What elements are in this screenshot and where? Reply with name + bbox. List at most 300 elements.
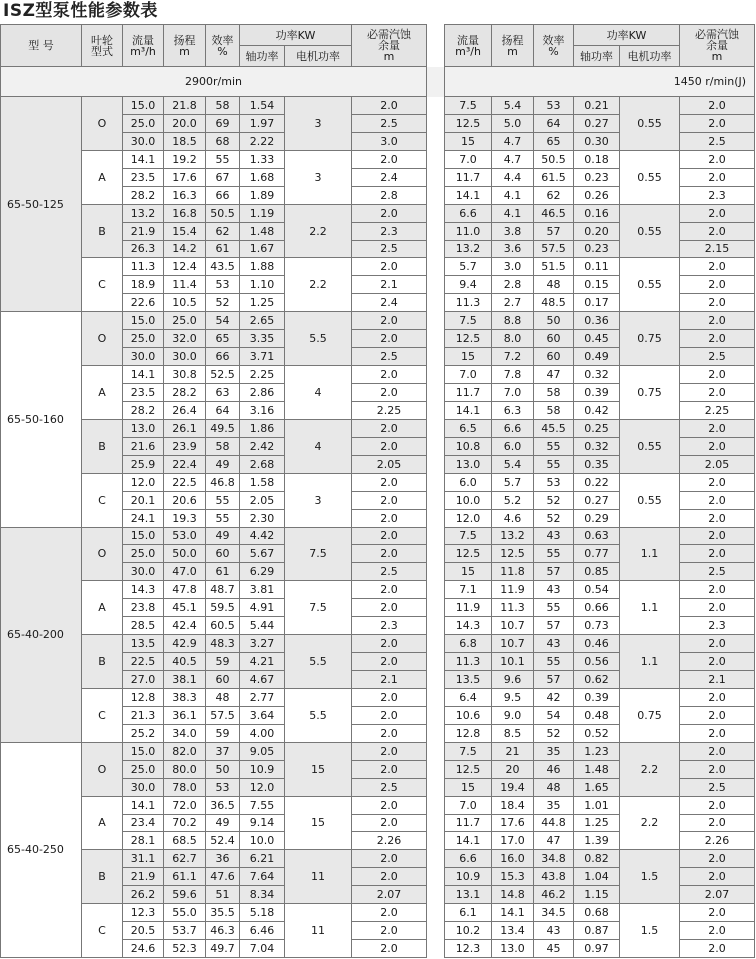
- motor-power-low-cell: 0.75: [620, 312, 680, 366]
- npsh-cell: 2.1: [352, 671, 427, 689]
- flow-low-cell: 13.2: [445, 240, 492, 258]
- shaft-power-low-cell: 0.48: [574, 706, 620, 724]
- flow-low-cell: 7.0: [445, 796, 492, 814]
- efficiency-low-cell: 55: [534, 599, 574, 617]
- flow-cell: 25.0: [123, 114, 164, 132]
- npsh-cell: 2.5: [352, 240, 427, 258]
- shaft-power-low-cell: 0.17: [574, 294, 620, 312]
- model-name: 65-40-200: [1, 527, 82, 742]
- flow-cell: 20.5: [123, 922, 164, 940]
- motor-power-cell: 15: [285, 796, 352, 850]
- npsh-low-cell: 2.0: [680, 437, 755, 455]
- head-cell: 34.0: [164, 724, 206, 742]
- head-cell: 82.0: [164, 742, 206, 760]
- column-gap: [427, 384, 445, 402]
- efficiency-cell: 51: [206, 886, 240, 904]
- head-cell: 78.0: [164, 778, 206, 796]
- column-gap: [427, 832, 445, 850]
- column-gap: [427, 312, 445, 330]
- flow-cell: 22.6: [123, 294, 164, 312]
- head-low-cell: 4.6: [492, 509, 534, 527]
- flow-low-cell: 12.5: [445, 330, 492, 348]
- efficiency-low-cell: 43: [534, 581, 574, 599]
- shaft-power-cell: 12.0: [240, 778, 285, 796]
- impeller-type: O: [82, 527, 123, 581]
- head-low-cell: 13.4: [492, 922, 534, 940]
- head-cell: 52.3: [164, 940, 206, 958]
- shaft-power-cell: 4.21: [240, 653, 285, 671]
- efficiency-low-cell: 44.8: [534, 814, 574, 832]
- head-low-cell: 15.3: [492, 868, 534, 886]
- shaft-power-low-cell: 0.66: [574, 599, 620, 617]
- header-eff-unit: %: [217, 44, 228, 58]
- motor-power-low-cell: 1.1: [620, 527, 680, 581]
- flow-low-cell: 6.4: [445, 688, 492, 706]
- column-gap: [427, 760, 445, 778]
- shaft-power-low-cell: 0.15: [574, 276, 620, 294]
- table-row: [1, 581, 755, 599]
- flow-cell: 28.2: [123, 186, 164, 204]
- flow-cell: 12.8: [123, 688, 164, 706]
- shaft-power-cell: 2.05: [240, 491, 285, 509]
- impeller-type: A: [82, 796, 123, 850]
- motor-power-low-cell: 1.5: [620, 850, 680, 904]
- shaft-power-low-cell: 0.63: [574, 527, 620, 545]
- efficiency-cell: 66: [206, 348, 240, 366]
- head-cell: 53.7: [164, 922, 206, 940]
- efficiency-cell: 46.8: [206, 473, 240, 491]
- npsh-low-cell: 2.1: [680, 671, 755, 689]
- npsh-low-cell: 2.5: [680, 132, 755, 150]
- npsh-low-cell: 2.0: [680, 97, 755, 115]
- efficiency-low-cell: 57: [534, 222, 574, 240]
- column-gap: [427, 222, 445, 240]
- shaft-power-cell: 1.33: [240, 150, 285, 168]
- column-gap: [427, 671, 445, 689]
- column-gap: [427, 366, 445, 384]
- npsh-cell: 2.0: [352, 796, 427, 814]
- head-low-cell: 5.2: [492, 491, 534, 509]
- shaft-power-cell: 1.86: [240, 419, 285, 437]
- efficiency-cell: 49.7: [206, 940, 240, 958]
- flow-low-cell: 6.6: [445, 204, 492, 222]
- efficiency-cell: 60: [206, 671, 240, 689]
- efficiency-low-cell: 57: [534, 563, 574, 581]
- efficiency-cell: 58: [206, 437, 240, 455]
- table-row: [1, 742, 755, 760]
- head-cell: 23.9: [164, 437, 206, 455]
- column-gap: [427, 545, 445, 563]
- efficiency-cell: 66: [206, 186, 240, 204]
- header-eff-low-label: 效率: [542, 33, 565, 47]
- flow-low-cell: 15: [445, 563, 492, 581]
- efficiency-low-cell: 47: [534, 832, 574, 850]
- npsh-low-cell: 2.0: [680, 419, 755, 437]
- shaft-power-cell: 2.86: [240, 384, 285, 402]
- npsh-low-cell: 2.0: [680, 724, 755, 742]
- header-npsh-low-unit: m: [711, 50, 723, 63]
- head-cell: 20.6: [164, 491, 206, 509]
- flow-cell: 28.2: [123, 401, 164, 419]
- head-cell: 25.0: [164, 312, 206, 330]
- head-cell: 19.3: [164, 509, 206, 527]
- header-npsh-low-line2: 余量: [706, 39, 729, 52]
- npsh-cell: 2.0: [352, 850, 427, 868]
- column-gap: [427, 330, 445, 348]
- shaft-power-low-cell: 0.21: [574, 97, 620, 115]
- shaft-power-low-cell: 1.23: [574, 742, 620, 760]
- flow-cell: 21.9: [123, 868, 164, 886]
- head-low-cell: 7.0: [492, 384, 534, 402]
- shaft-power-low-cell: 0.42: [574, 401, 620, 419]
- head-low-cell: 4.7: [492, 132, 534, 150]
- efficiency-cell: 62: [206, 222, 240, 240]
- flow-cell: 23.8: [123, 599, 164, 617]
- motor-power-low-cell: 0.55: [620, 258, 680, 312]
- head-cell: 11.4: [164, 276, 206, 294]
- npsh-cell: 2.0: [352, 724, 427, 742]
- impeller-type: C: [82, 258, 123, 312]
- head-cell: 30.8: [164, 366, 206, 384]
- head-cell: 72.0: [164, 796, 206, 814]
- flow-low-cell: 7.5: [445, 742, 492, 760]
- flow-low-cell: 6.8: [445, 635, 492, 653]
- shaft-power-low-cell: 1.39: [574, 832, 620, 850]
- efficiency-cell: 48.3: [206, 635, 240, 653]
- head-low-cell: 8.5: [492, 724, 534, 742]
- npsh-cell: 2.0: [352, 653, 427, 671]
- efficiency-cell: 49: [206, 455, 240, 473]
- table-row: [1, 419, 755, 437]
- npsh-low-cell: 2.0: [680, 527, 755, 545]
- shaft-power-low-cell: 1.04: [574, 868, 620, 886]
- motor-power-cell: 3: [285, 473, 352, 527]
- shaft-power-cell: 1.88: [240, 258, 285, 276]
- efficiency-cell: 48.7: [206, 581, 240, 599]
- head-cell: 53.0: [164, 527, 206, 545]
- page-title: ISZ型泵性能参数表: [3, 1, 158, 21]
- flow-cell: 13.2: [123, 204, 164, 222]
- flow-cell: 11.3: [123, 258, 164, 276]
- efficiency-cell: 60: [206, 545, 240, 563]
- header-head-low: [492, 25, 534, 67]
- flow-low-cell: 6.5: [445, 419, 492, 437]
- flow-low-cell: 7.1: [445, 581, 492, 599]
- head-low-cell: 4.7: [492, 150, 534, 168]
- head-low-cell: 17.0: [492, 832, 534, 850]
- efficiency-low-cell: 54: [534, 706, 574, 724]
- flow-low-cell: 14.1: [445, 186, 492, 204]
- shaft-power-low-cell: 1.01: [574, 796, 620, 814]
- efficiency-low-cell: 52: [534, 509, 574, 527]
- head-low-cell: 3.0: [492, 258, 534, 276]
- head-low-cell: 6.3: [492, 401, 534, 419]
- efficiency-low-cell: 48.5: [534, 294, 574, 312]
- flow-cell: 25.9: [123, 455, 164, 473]
- flow-low-cell: 11.9: [445, 599, 492, 617]
- motor-power-cell: 5.5: [285, 688, 352, 742]
- shaft-power-low-cell: 0.30: [574, 132, 620, 150]
- shaft-power-cell: 1.54: [240, 97, 285, 115]
- shaft-power-low-cell: 0.27: [574, 491, 620, 509]
- efficiency-low-cell: 52: [534, 491, 574, 509]
- column-gap: [427, 527, 445, 545]
- shaft-power-low-cell: 0.52: [574, 724, 620, 742]
- flow-cell: 25.0: [123, 760, 164, 778]
- shaft-power-low-cell: 0.62: [574, 671, 620, 689]
- npsh-cell: 2.0: [352, 581, 427, 599]
- speed-1450: 1450 r/min(J): [445, 67, 755, 97]
- flow-cell: 15.0: [123, 742, 164, 760]
- flow-cell: 28.1: [123, 832, 164, 850]
- motor-power-cell: 3: [285, 97, 352, 151]
- head-cell: 26.1: [164, 419, 206, 437]
- head-low-cell: 9.6: [492, 671, 534, 689]
- shaft-power-cell: 1.89: [240, 186, 285, 204]
- efficiency-cell: 65: [206, 330, 240, 348]
- shaft-power-low-cell: 1.48: [574, 760, 620, 778]
- npsh-low-cell: 2.0: [680, 545, 755, 563]
- head-cell: 80.0: [164, 760, 206, 778]
- motor-power-cell: 15: [285, 742, 352, 796]
- efficiency-cell: 53: [206, 778, 240, 796]
- npsh-low-cell: 2.0: [680, 312, 755, 330]
- npsh-low-cell: 2.0: [680, 742, 755, 760]
- efficiency-low-cell: 47: [534, 366, 574, 384]
- column-gap: [427, 419, 445, 437]
- efficiency-cell: 50.5: [206, 204, 240, 222]
- flow-low-cell: 10.2: [445, 922, 492, 940]
- shaft-power-cell: 5.18: [240, 904, 285, 922]
- column-gap: [427, 437, 445, 455]
- head-low-cell: 16.0: [492, 850, 534, 868]
- shaft-power-cell: 1.97: [240, 114, 285, 132]
- npsh-low-cell: 2.0: [680, 384, 755, 402]
- npsh-low-cell: 2.0: [680, 635, 755, 653]
- column-gap: [427, 886, 445, 904]
- efficiency-cell: 49: [206, 814, 240, 832]
- shaft-power-cell: 5.44: [240, 617, 285, 635]
- efficiency-cell: 35.5: [206, 904, 240, 922]
- shaft-power-cell: 3.71: [240, 348, 285, 366]
- efficiency-low-cell: 65: [534, 132, 574, 150]
- header-flow-low-label: 流量: [457, 33, 480, 47]
- flow-low-cell: 7.0: [445, 150, 492, 168]
- efficiency-low-cell: 55: [534, 653, 574, 671]
- shaft-power-low-cell: 1.15: [574, 886, 620, 904]
- npsh-low-cell: 2.26: [680, 832, 755, 850]
- efficiency-cell: 58: [206, 97, 240, 115]
- header-power: 功率KW: [240, 25, 352, 46]
- header-flow: [123, 25, 164, 67]
- flow-cell: 26.2: [123, 886, 164, 904]
- shaft-power-cell: 4.67: [240, 671, 285, 689]
- flow-low-cell: 6.1: [445, 904, 492, 922]
- head-low-cell: 4.4: [492, 168, 534, 186]
- flow-cell: 15.0: [123, 527, 164, 545]
- head-low-cell: 3.8: [492, 222, 534, 240]
- npsh-cell: 2.4: [352, 294, 427, 312]
- head-cell: 36.1: [164, 706, 206, 724]
- table-row: [1, 904, 755, 922]
- head-low-cell: 11.9: [492, 581, 534, 599]
- flow-cell: 14.1: [123, 366, 164, 384]
- table-row: [1, 366, 755, 384]
- head-cell: 45.1: [164, 599, 206, 617]
- npsh-low-cell: 2.0: [680, 473, 755, 491]
- model-name: 65-50-160: [1, 312, 82, 527]
- motor-power-cell: 11: [285, 850, 352, 904]
- head-low-cell: 7.8: [492, 366, 534, 384]
- efficiency-cell: 49.5: [206, 419, 240, 437]
- flow-low-cell: 7.0: [445, 366, 492, 384]
- npsh-cell: 2.0: [352, 635, 427, 653]
- column-gap: [427, 132, 445, 150]
- column-gap: [427, 635, 445, 653]
- motor-power-cell: 2.2: [285, 258, 352, 312]
- shaft-power-cell: 3.27: [240, 635, 285, 653]
- motor-power-low-cell: 0.55: [620, 150, 680, 204]
- flow-cell: 18.9: [123, 276, 164, 294]
- npsh-cell: 2.0: [352, 384, 427, 402]
- impeller-type: B: [82, 850, 123, 904]
- efficiency-low-cell: 55: [534, 455, 574, 473]
- motor-power-cell: 2.2: [285, 204, 352, 258]
- efficiency-low-cell: 64: [534, 114, 574, 132]
- npsh-cell: 3.0: [352, 132, 427, 150]
- shaft-power-low-cell: 0.36: [574, 312, 620, 330]
- motor-power-cell: 7.5: [285, 581, 352, 635]
- efficiency-low-cell: 60: [534, 348, 574, 366]
- column-gap: [427, 97, 445, 115]
- flow-low-cell: 14.1: [445, 401, 492, 419]
- npsh-low-cell: 2.15: [680, 240, 755, 258]
- motor-power-low-cell: 1.1: [620, 581, 680, 635]
- head-low-cell: 20: [492, 760, 534, 778]
- efficiency-low-cell: 55: [534, 437, 574, 455]
- table-row: [1, 97, 755, 115]
- header-eff-low-unit: %: [548, 44, 559, 58]
- flow-cell: 13.0: [123, 419, 164, 437]
- shaft-power-low-cell: 0.73: [574, 617, 620, 635]
- npsh-cell: 2.0: [352, 258, 427, 276]
- column-gap: [427, 563, 445, 581]
- impeller-type: O: [82, 742, 123, 796]
- npsh-cell: 2.0: [352, 312, 427, 330]
- npsh-cell: 2.26: [352, 832, 427, 850]
- efficiency-low-cell: 57.5: [534, 240, 574, 258]
- efficiency-cell: 60.5: [206, 617, 240, 635]
- npsh-low-cell: 2.0: [680, 922, 755, 940]
- npsh-low-cell: 2.0: [680, 276, 755, 294]
- column-gap: [427, 348, 445, 366]
- npsh-cell: 2.0: [352, 366, 427, 384]
- efficiency-cell: 37: [206, 742, 240, 760]
- shaft-power-low-cell: 0.97: [574, 940, 620, 958]
- shaft-power-cell: 1.58: [240, 473, 285, 491]
- flow-cell: 14.1: [123, 150, 164, 168]
- efficiency-cell: 63: [206, 384, 240, 402]
- npsh-cell: 2.0: [352, 706, 427, 724]
- shaft-power-cell: 3.64: [240, 706, 285, 724]
- flow-low-cell: 11.3: [445, 294, 492, 312]
- head-cell: 55.0: [164, 904, 206, 922]
- npsh-cell: 2.0: [352, 419, 427, 437]
- npsh-low-cell: 2.0: [680, 706, 755, 724]
- header-head-label: 扬程: [173, 33, 196, 47]
- flow-low-cell: 13.0: [445, 455, 492, 473]
- shaft-power-cell: 7.04: [240, 940, 285, 958]
- efficiency-cell: 59: [206, 724, 240, 742]
- flow-low-cell: 13.5: [445, 671, 492, 689]
- flow-cell: 24.1: [123, 509, 164, 527]
- impeller-type: A: [82, 366, 123, 420]
- header-flow-low: [445, 25, 492, 67]
- flow-cell: 30.0: [123, 348, 164, 366]
- shaft-power-cell: 1.67: [240, 240, 285, 258]
- flow-low-cell: 12.5: [445, 114, 492, 132]
- flow-low-cell: 7.5: [445, 97, 492, 115]
- efficiency-low-cell: 48: [534, 276, 574, 294]
- efficiency-cell: 55: [206, 150, 240, 168]
- head-low-cell: 19.4: [492, 778, 534, 796]
- motor-power-cell: 5.5: [285, 312, 352, 366]
- flow-cell: 23.4: [123, 814, 164, 832]
- header-impeller-type: [82, 25, 123, 67]
- header-flow-unit: m³/h: [130, 44, 156, 58]
- table-row: [1, 312, 755, 330]
- npsh-low-cell: 2.0: [680, 168, 755, 186]
- efficiency-cell: 61: [206, 563, 240, 581]
- efficiency-cell: 52.4: [206, 832, 240, 850]
- flow-low-cell: 12.5: [445, 545, 492, 563]
- head-low-cell: 13.2: [492, 527, 534, 545]
- table-row: [1, 473, 755, 491]
- shaft-power-cell: 10.9: [240, 760, 285, 778]
- flow-low-cell: 14.1: [445, 832, 492, 850]
- shaft-power-cell: 3.81: [240, 581, 285, 599]
- head-low-cell: 5.7: [492, 473, 534, 491]
- head-low-cell: 9.5: [492, 688, 534, 706]
- flow-low-cell: 10.0: [445, 491, 492, 509]
- npsh-cell: 2.1: [352, 276, 427, 294]
- shaft-power-low-cell: 0.11: [574, 258, 620, 276]
- head-cell: 50.0: [164, 545, 206, 563]
- table-row: [1, 204, 755, 222]
- efficiency-low-cell: 46.2: [534, 886, 574, 904]
- column-gap: [427, 868, 445, 886]
- head-cell: 12.4: [164, 258, 206, 276]
- npsh-low-cell: 2.0: [680, 796, 755, 814]
- flow-low-cell: 7.5: [445, 312, 492, 330]
- flow-cell: 28.5: [123, 617, 164, 635]
- head-low-cell: 8.8: [492, 312, 534, 330]
- npsh-cell: 2.5: [352, 114, 427, 132]
- model-name: 65-50-125: [1, 97, 82, 312]
- column-gap: [427, 742, 445, 760]
- motor-power-cell: 3: [285, 150, 352, 204]
- npsh-low-cell: 2.07: [680, 886, 755, 904]
- efficiency-low-cell: 51.5: [534, 258, 574, 276]
- shaft-power-low-cell: 0.32: [574, 437, 620, 455]
- head-cell: 20.0: [164, 114, 206, 132]
- efficiency-low-cell: 43: [534, 635, 574, 653]
- shaft-power-cell: 2.42: [240, 437, 285, 455]
- head-cell: 22.5: [164, 473, 206, 491]
- shaft-power-cell: 9.14: [240, 814, 285, 832]
- motor-power-low-cell: 1.1: [620, 635, 680, 689]
- npsh-low-cell: 2.0: [680, 868, 755, 886]
